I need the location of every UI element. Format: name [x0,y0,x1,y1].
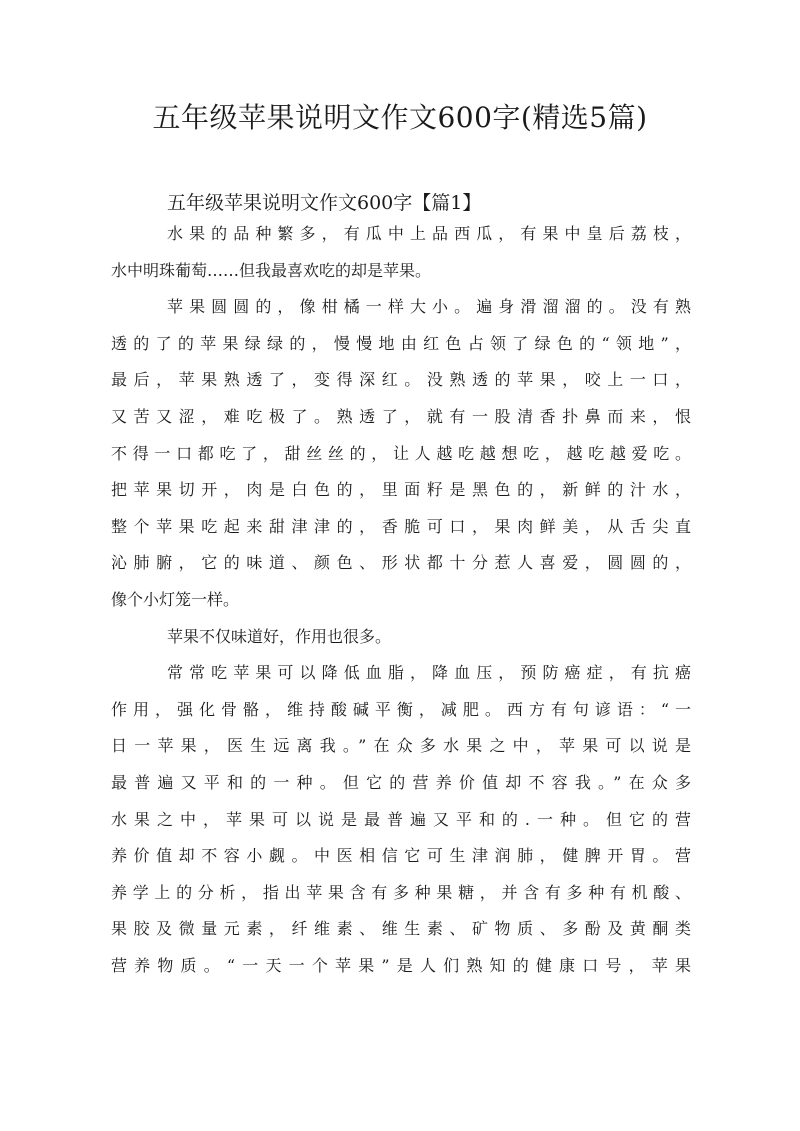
text-line: 把苹果切开，肉是白色的，里面籽是黑色的，新鲜的汁水， [111,480,691,500]
text-line: 常常吃苹果可以降低血脂，降血压，预防癌症，有抗癌 [167,663,691,683]
text-line: 苹果不仅味道好，作用也很多。 [167,626,392,646]
text-line: 作用，强化骨骼，维持酸碱平衡，减肥。西方有句谚语：“一 [111,699,691,719]
text-line: 营养物质。“一天一个苹果”是人们熟知的健康口号，苹果 [111,955,691,975]
text-line: 沁肺腑，它的味道、颜色、形状都十分惹人喜爱，圆圆的， [111,553,691,573]
text-line: 整个苹果吃起来甜津津的，香脆可口，果肉鲜美，从舌尖直 [111,516,691,536]
text-line: 透的了的苹果绿绿的，慢慢地由红色占领了绿色的“领地”， [111,333,691,353]
text-line: 水果之中，苹果可以说是最普遍又平和的.一种。但它的营 [111,809,691,829]
text-line: 苹果圆圆的，像柑橘一样大小。遍身滑溜溜的。没有熟 [167,297,691,317]
article-body [111,185,691,989]
section-heading: 五年级苹果说明文作文600字【篇1】 [167,192,482,214]
text-line: 最普遍又平和的一种。但它的营养价值却不容我。”在众多 [111,772,691,792]
article-lines [111,221,691,989]
text-line: 养学上的分析，指出苹果含有多种果糖，并含有多种有机酸、 [111,882,691,902]
text-line: 日一苹果，医生远离我。”在众多水果之中，苹果可以说是 [111,736,691,756]
text-line: 果胶及微量元素，纤维素、维生素、矿物质、多酚及黄酮类 [111,919,691,939]
text-line: 水果的品种繁多，有瓜中上品西瓜，有果中皇后荔枝， [167,224,691,243]
text-line: 不得一口都吃了，甜丝丝的，让人越吃越想吃，越吃越爱吃。 [111,443,691,463]
text-line: 养价值却不容小觑。中医相信它可生津润肺，健脾开胃。营 [111,846,691,866]
text-line: 最后，苹果熟透了，变得深红。没熟透的苹果，咬上一口， [111,370,691,390]
text-line: 又苦又涩，难吃极了。熟透了，就有一股清香扑鼻而来，恨 [111,406,691,426]
text-line: 水中明珠葡萄……但我最喜欢吃的却是苹果。 [111,260,432,280]
document-title: 五年级苹果说明文作文600字(精选5篇) [152,101,648,134]
text-line: 像个小灯笼一样。 [111,589,240,609]
